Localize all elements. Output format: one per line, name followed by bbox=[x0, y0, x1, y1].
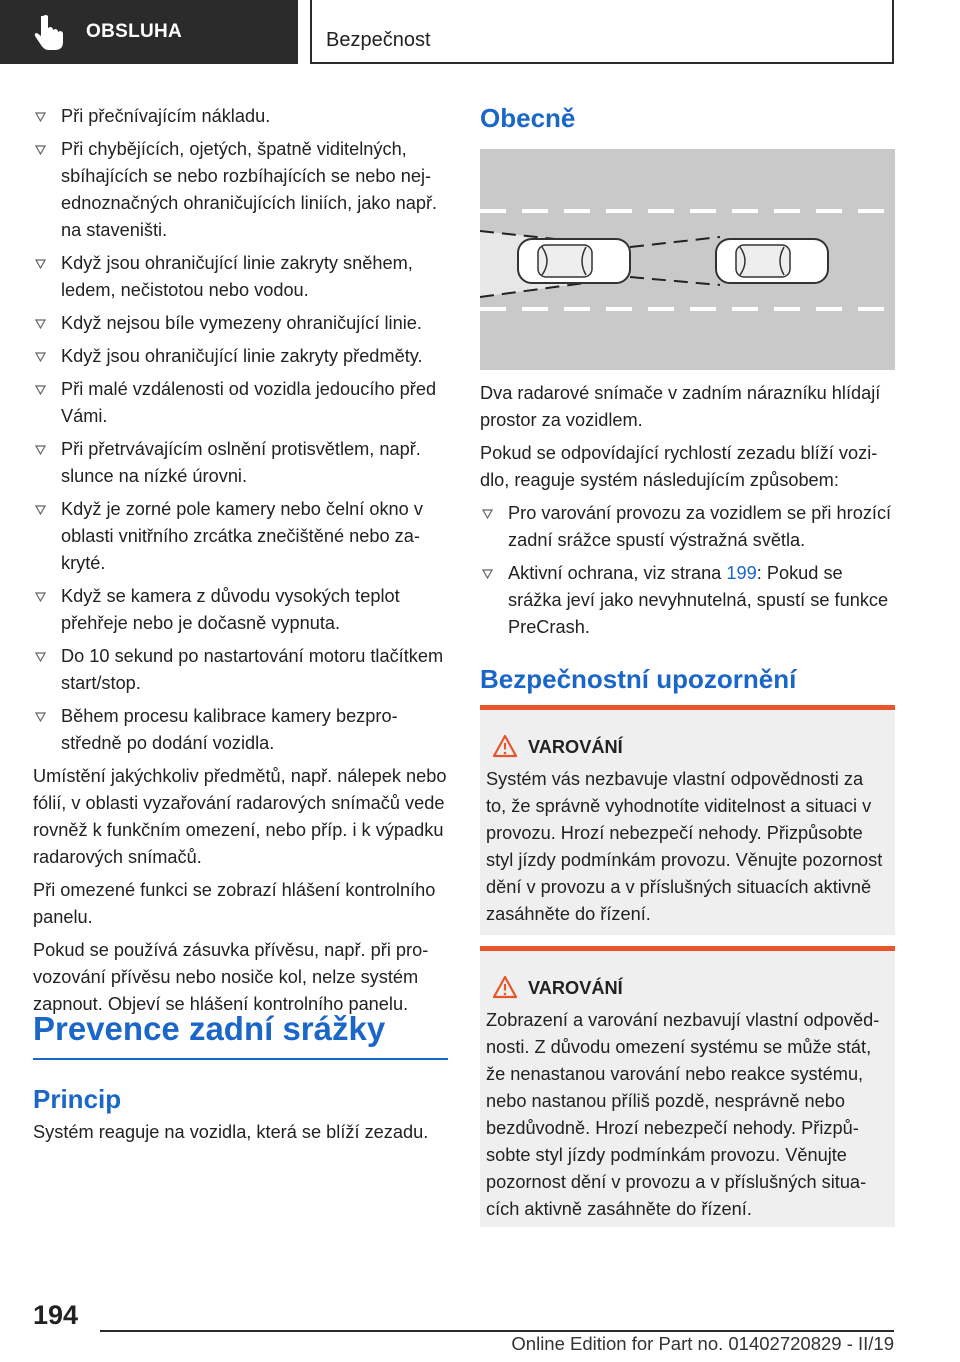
triangle-bullet-icon bbox=[482, 509, 493, 519]
general-section bbox=[480, 103, 895, 134]
general-heading: Obecně bbox=[480, 103, 576, 133]
system-reaction-paragraph: Pokud se odpovídající rychlostí zezadu blíží vozidlo, reaguje systém následujícím způsobem: bbox=[480, 443, 878, 490]
warning-triangle-icon bbox=[492, 975, 518, 999]
chapter-header bbox=[310, 0, 894, 64]
triangle-bullet-icon bbox=[35, 712, 46, 722]
triangle-bullet-icon bbox=[35, 505, 46, 515]
triangle-bullet-icon bbox=[35, 385, 46, 395]
principle-text: Systém reaguje na vozidla, která se blíží zezadu. bbox=[33, 1122, 429, 1142]
following-car bbox=[518, 239, 630, 283]
warning-text: Zobrazení a varování nezbavují vlastní odpovědnosti. Z důvodu omezení systému se může stát, že nenastanou varování nebo reakce systému, nebo nastanou příliš pozdě, nesprávně nebo bezdůvodně. Hrozí nebezpečí nehody. Přizpůsobte styl jízdy podmínkám provozu. Věnujte pozornost dění v provozu a v příslušných situacích aktivně zasáhněte do řízení. bbox=[486, 1010, 880, 1219]
limited-function-paragraph: Při omezené funkci se zobrazí hlášení kontrolního panelu. bbox=[33, 880, 436, 927]
triangle-bullet-icon bbox=[35, 652, 46, 662]
left-column bbox=[33, 103, 448, 1024]
safety-section bbox=[480, 664, 895, 695]
triangle-bullet-icon bbox=[35, 259, 46, 269]
list-item: Když je zorné pole kamery nebo čelní okno v oblasti vnitřního zrcátka znečištěné nebo zakryté. bbox=[33, 496, 448, 577]
list-item: Při chybějících, ojetých, špatně viditelných, sbíhajících se nebo rozbíhajících se nebo nejednoznačných ohraničujících liniích, jako např. na staveništi. bbox=[33, 136, 448, 244]
radar-sensors-paragraph: Dva radarové snímače v zadním nárazníku hlídají prostor za vozidlem. bbox=[480, 383, 881, 430]
principle-heading: Princip bbox=[33, 1084, 122, 1114]
page-number: 194 bbox=[33, 1300, 79, 1330]
warning-text: Systém vás nezbavuje vlastní odpovědnosti za to, že správně vyhodnotíte viditelnost a situaci v provozu. Hrozí nebezpečí nehody. Přizpůsobte styl jízdy podmínkám provozu. Věnujte pozornost dění v provozu a v příslušných situacích aktivně zasáhněte do řízení. bbox=[486, 769, 883, 924]
footer-divider bbox=[100, 1330, 894, 1332]
triangle-bullet-icon bbox=[482, 569, 493, 579]
rear-collision-section bbox=[33, 1010, 448, 1152]
list-item: Při přetrvávajícím oslnění protisvětlem, např. slunce na nízké úrovni. bbox=[33, 436, 448, 490]
list-item: Během procesu kalibrace kamery bezprostředně po dodání vozidla. bbox=[33, 703, 448, 757]
list-item: Do 10 sekund po nastartování motoru tlačítkem start/stop. bbox=[33, 643, 448, 697]
list-item: Když se kamera z důvodu vysokých teplot přehřeje nebo je dočasně vypnuta. bbox=[33, 583, 448, 637]
triangle-bullet-icon bbox=[35, 592, 46, 602]
section-tab[interactable] bbox=[0, 0, 298, 64]
edition-note: Online Edition for Part no. 01402720829 - II/19 bbox=[511, 1333, 894, 1354]
radar-illustration-svg bbox=[480, 149, 895, 370]
list-item: Aktivní ochrana, viz strana 199: Pokud se srážka jeví jako nevyhnutelná, spustí se funkce PreCrash. bbox=[480, 560, 895, 641]
page-link[interactable]: 199 bbox=[726, 563, 757, 583]
list-item: Při přečnívajícím nákladu. bbox=[33, 103, 448, 130]
triangle-bullet-icon bbox=[35, 352, 46, 362]
warning-box bbox=[480, 946, 895, 1227]
warning-triangle-icon bbox=[492, 734, 518, 758]
triangle-bullet-icon bbox=[35, 112, 46, 122]
triangle-bullet-icon bbox=[35, 145, 46, 155]
limitation-list bbox=[33, 103, 448, 757]
list-item: Při malé vzdálenosti od vozidla jedoucího před Vámi. bbox=[33, 376, 448, 430]
rear-radar-cars-illustration bbox=[480, 149, 895, 370]
own-car bbox=[716, 239, 828, 283]
general-text bbox=[480, 380, 895, 647]
warning-box bbox=[480, 705, 895, 935]
warning-title: VAROVÁNÍ bbox=[486, 975, 887, 1001]
list-item: Když jsou ohraničující linie zakryty předměty. bbox=[33, 343, 448, 370]
chapter-title: Bezpečnost bbox=[326, 29, 431, 51]
reaction-list bbox=[480, 500, 895, 641]
list-item: Pro varování provozu za vozidlem se při hrozící zadní srážce spustí výstražná světla. bbox=[480, 500, 895, 554]
list-item: Když jsou ohraničující linie zakryty sněhem, ledem, nečistotou nebo vodou. bbox=[33, 250, 448, 304]
warning-title: VAROVÁNÍ bbox=[486, 734, 887, 760]
triangle-bullet-icon bbox=[35, 319, 46, 329]
safety-heading: Bezpečnostní upozornění bbox=[480, 664, 797, 694]
radar-objects-paragraph: Umístění jakýchkoliv předmětů, např. nálepek nebo fólií, v oblasti vyzařování radarových snímačů vede rovněž k funkčním omezení, nebo příp. i k výpadku radarových snímačů. bbox=[33, 766, 447, 867]
triangle-bullet-icon bbox=[35, 445, 46, 455]
trailer-paragraph: Pokud se používá zásuvka přívěsu, např. při provozování přívěsu nebo nosiče kol, nelze systém zapnout. Objeví se hlášení kontrolního panelu. bbox=[33, 940, 429, 1014]
section-tab-label: OBSLUHA bbox=[86, 21, 183, 42]
hand-pointer-icon bbox=[34, 14, 64, 50]
section-heading: Prevence zadní srážky bbox=[33, 1010, 448, 1060]
list-item: Když nejsou bíle vymezeny ohraničující linie. bbox=[33, 310, 448, 337]
